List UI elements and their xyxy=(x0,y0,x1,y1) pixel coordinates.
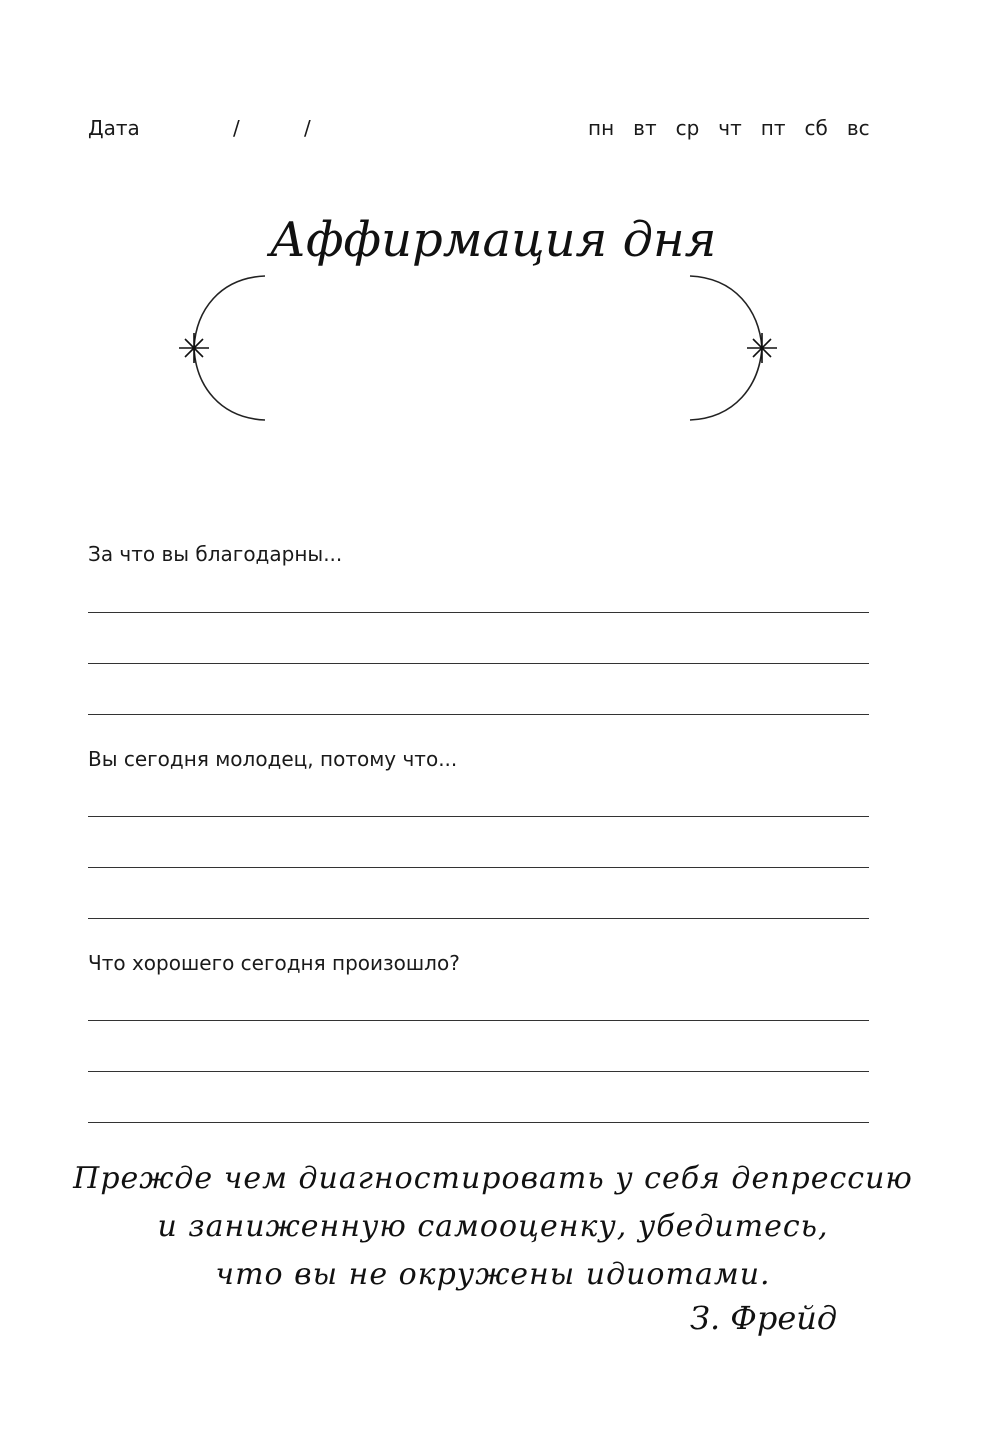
writing-line[interactable] xyxy=(88,1122,869,1123)
date-separator: / xyxy=(304,116,311,140)
writing-line[interactable] xyxy=(88,918,869,919)
quote-author: З. Фрейд xyxy=(690,1299,838,1337)
section-title-grateful: За что вы благодарны... xyxy=(88,542,343,566)
weekday-sat[interactable]: сб xyxy=(804,116,828,140)
date-label: Дата xyxy=(88,116,140,140)
weekday-mon[interactable]: пн xyxy=(588,116,615,140)
section-title-good-things: Что хорошего сегодня произошло? xyxy=(88,951,460,975)
writing-line[interactable] xyxy=(88,612,869,613)
date-separator: / xyxy=(233,116,240,140)
quote-line: и заниженную самооценку, убедитесь, xyxy=(157,1209,829,1244)
quote-line: Прежде чем диагностировать у себя депрессию xyxy=(73,1161,913,1196)
weekday-fri[interactable]: пт xyxy=(760,116,786,140)
writing-line[interactable] xyxy=(88,714,869,715)
weekday-thu[interactable]: чт xyxy=(718,116,742,140)
writing-line[interactable] xyxy=(88,816,869,817)
right-star-icon xyxy=(747,333,777,363)
affirmation-title: Аффирмация дня xyxy=(269,212,717,268)
weekday-tue[interactable]: вт xyxy=(633,116,657,140)
quote-line: что вы не окружены идиотами. xyxy=(215,1257,771,1292)
section-title-well-done: Вы сегодня молодец, потому что... xyxy=(88,747,458,771)
weekday-wed[interactable]: ср xyxy=(675,116,700,140)
writing-line[interactable] xyxy=(88,1071,869,1072)
weekday-sun[interactable]: вс xyxy=(846,116,870,140)
writing-line[interactable] xyxy=(88,663,869,664)
left-star-icon xyxy=(179,333,209,363)
writing-line[interactable] xyxy=(88,1020,869,1021)
writing-line[interactable] xyxy=(88,867,869,868)
quote-text xyxy=(0,1155,986,1299)
